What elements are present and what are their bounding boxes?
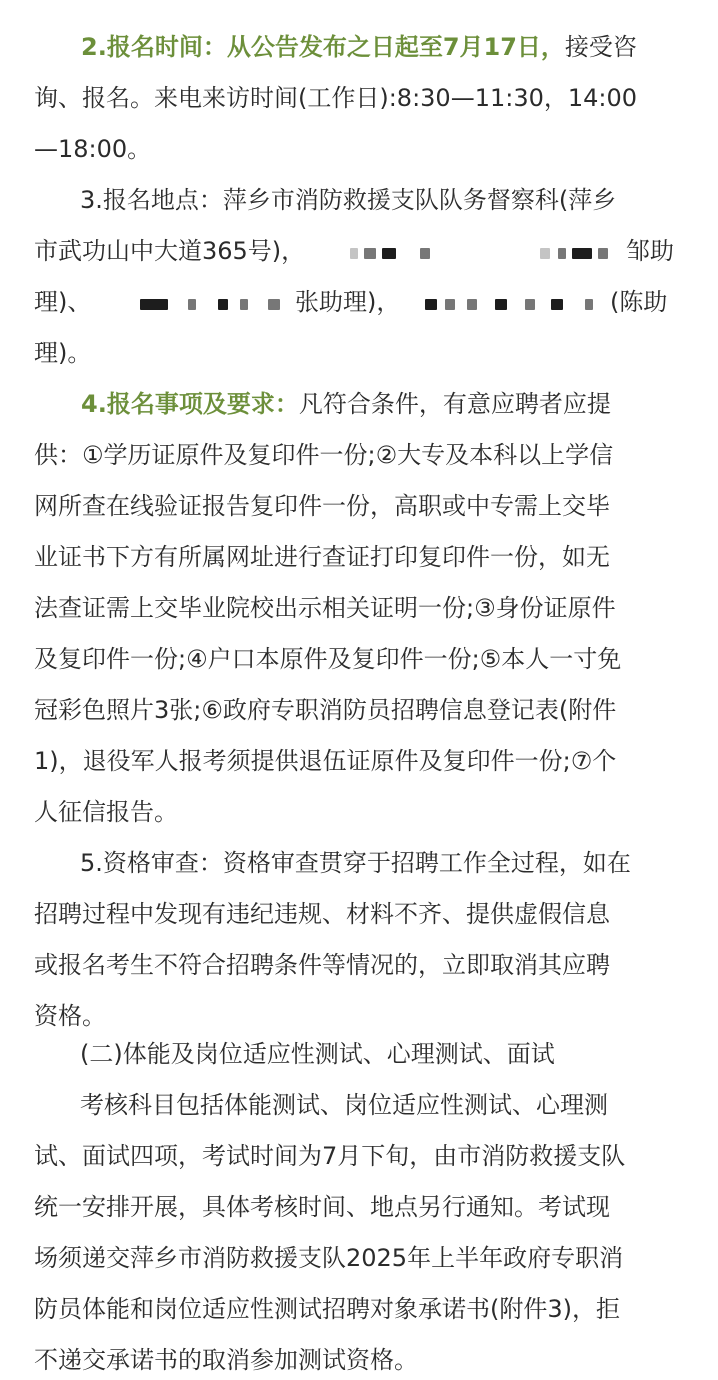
- p5-line-4: [0, 996, 718, 1036]
- p4-text: 法查证需上交毕业院校出示相关证明一份;③身份证原件: [34, 594, 616, 622]
- p3-text: 3.报名地点：萍乡市消防救援支队队务督察科(萍乡: [80, 186, 617, 214]
- p5-line-2: [0, 894, 718, 934]
- section-2-line-6: [0, 1340, 718, 1380]
- p2-text: —18:00。: [34, 135, 152, 163]
- section-2-text: 试、面试四项，考试时间为7月下旬，由市消防救援支队: [34, 1142, 626, 1170]
- p4-text: 凡符合条件，有意应聘者应提: [298, 390, 611, 418]
- p3-contact-zhang: 张助理)，: [295, 288, 401, 316]
- section-2-line-2: [0, 1136, 718, 1176]
- p4-text: 冠彩色照片3张;⑥政府专职消防员招聘信息登记表(附件: [34, 696, 617, 724]
- section-2-text: 场须递交萍乡市消防救援支队2025年上半年政府专职消: [34, 1244, 624, 1272]
- p4-line-8: [0, 741, 718, 781]
- p2-line-2: [0, 78, 718, 118]
- section-2-text: 防员体能和岗位适应性测试招聘对象承诺书(附件3)，拒: [34, 1295, 620, 1323]
- p4-line-6: [0, 639, 718, 679]
- p3-contact-chen: (陈助: [610, 288, 668, 316]
- section-2-text: 不递交承诺书的取消参加测试资格。: [34, 1346, 418, 1374]
- section-2-text: 考核科目包括体能测试、岗位适应性测试、心理测: [80, 1091, 608, 1119]
- p4-text: 业证书下方有所属网址进行查证打印复印件一份，如无: [34, 543, 610, 571]
- p4-heading: 4.报名事项及要求：: [81, 390, 299, 418]
- p4-line-5: [0, 588, 718, 628]
- p4-text: 人征信报告。: [34, 798, 178, 826]
- p4-line-9: [0, 792, 718, 832]
- p2-line-1: [0, 27, 718, 67]
- p5-line-1: [0, 843, 718, 883]
- p4-line-2: [0, 435, 718, 475]
- p4-text: 及复印件一份;④户口本原件及复印件一份;⑤本人一寸免: [34, 645, 622, 673]
- p3-address: 市武功山中大道365号)，: [34, 237, 306, 265]
- p3-line-3: [0, 282, 718, 322]
- p5-text: 招聘过程中发现有违纪违规、材料不齐、提供虚假信息: [34, 900, 610, 928]
- p5-text: 资格。: [34, 1002, 106, 1030]
- p4-text: 1)，退役军人报考须提供退伍证原件及复印件一份;⑦个: [34, 747, 617, 775]
- redacted-phone: [425, 282, 605, 322]
- p4-line-7: [0, 690, 718, 730]
- p2-heading: 2.报名时间：从公告发布之日起至7月17日，: [81, 33, 565, 61]
- p4-line-1: [0, 384, 718, 424]
- p5-text: 5.资格审查：资格审查贯穿于招聘工作全过程，如在: [80, 849, 631, 877]
- p3-contact-zou: 邹助: [626, 237, 674, 265]
- p2-line-3: [0, 129, 718, 169]
- p4-text: 供：①学历证原件及复印件一份;②大专及本科以上学信: [34, 441, 614, 469]
- p3-text: 理)、: [34, 288, 92, 316]
- p3-line-4: [0, 333, 718, 373]
- p4-line-3: [0, 486, 718, 526]
- section-2-line-3: [0, 1187, 718, 1227]
- section-2-title: [0, 1034, 718, 1074]
- p3-line-1: [0, 180, 718, 220]
- p4-text: 网所查在线验证报告复印件一份，高职或中专需上交毕: [34, 492, 610, 520]
- section-2-heading: (二)体能及岗位适应性测试、心理测试、面试: [80, 1040, 555, 1068]
- p5-line-3: [0, 945, 718, 985]
- p5-text: 或报名考生不符合招聘条件等情况的，立即取消其应聘: [34, 951, 610, 979]
- redacted-phone: [140, 282, 290, 322]
- p3-line-2: [0, 231, 718, 271]
- section-2-text: 统一安排开展，具体考核时间、地点另行通知。考试现: [34, 1193, 610, 1221]
- p2-text: 询、报名。来电来访时间(工作日):8:30—11:30，14:00: [34, 84, 638, 112]
- p2-text: 接受咨: [564, 33, 637, 61]
- section-2-line-1: [0, 1085, 718, 1125]
- section-2-line-4: [0, 1238, 718, 1278]
- redacted-phone: [350, 231, 620, 271]
- section-2-line-5: [0, 1289, 718, 1329]
- p3-text: 理)。: [34, 339, 92, 367]
- p4-line-4: [0, 537, 718, 577]
